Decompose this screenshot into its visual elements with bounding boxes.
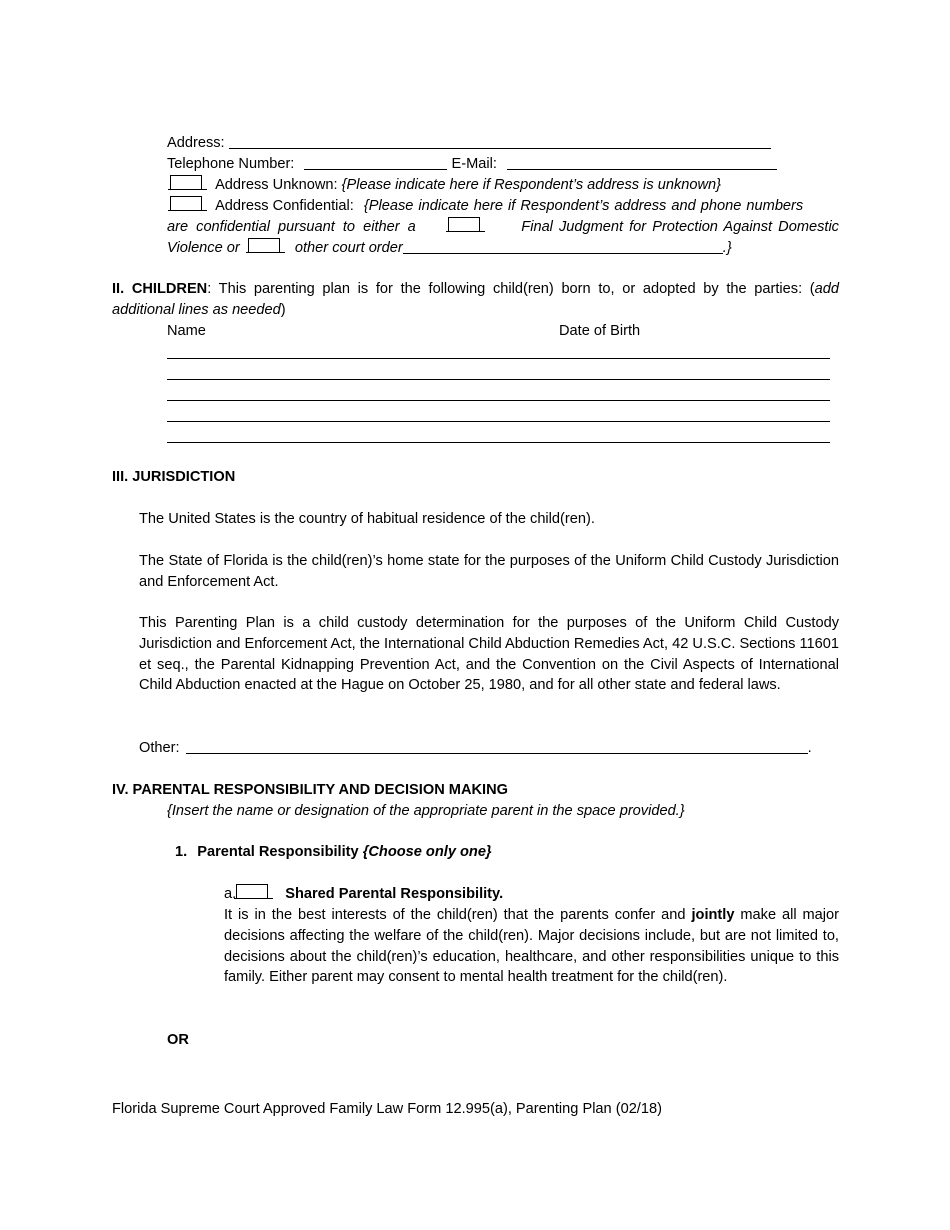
address-confidential-line [167, 196, 839, 217]
confidential-continued-line [167, 217, 839, 238]
address-confidential-note-4: Violence or [167, 240, 240, 256]
jurisdiction-other-label: Other: [139, 740, 180, 756]
child-entry-line-5[interactable] [167, 442, 830, 443]
address-confidential-note-2: are confidential pursuant to either a [167, 219, 416, 235]
item-title: Parental Responsibility [197, 844, 359, 860]
option-a-letter: a. [224, 886, 237, 902]
option-a-title: Shared Parental Responsibility. [285, 886, 504, 902]
final-judgment-checkbox[interactable] [448, 217, 480, 232]
other-court-order-line [167, 238, 732, 259]
telephone-label: Telephone Number: [167, 156, 295, 172]
address-unknown-line [167, 175, 721, 196]
address-unknown-checkbox[interactable] [170, 175, 202, 190]
jurisdiction-para-2: The State of Florida is the child(ren)’s home state for the purposes of the Uniform Child Custody Jurisdiction and Enforcement Act. [139, 553, 839, 590]
item-number: 1. [175, 844, 188, 860]
jurisdiction-para-1: The United States is the country of habitual residence of the child(ren). [139, 511, 595, 527]
telephone-input[interactable] [304, 155, 447, 170]
other-court-order-input[interactable] [403, 239, 723, 254]
shared-responsibility-text [224, 905, 839, 988]
address-label: Address: [167, 135, 225, 151]
option-a-text-1: It is in the best interests of the child(ren) that the parents confer and [224, 907, 686, 923]
address-unknown-note: {Please indicate here if Respondent’s address is unknown} [341, 177, 722, 193]
address-confidential-note-1: {Please indicate here if Respondent’s address and phone numbers [363, 198, 804, 214]
children-intro-close: ) [280, 301, 286, 318]
child-name-header: Name [167, 323, 206, 339]
children-intro-italic: add additional lines as needed [112, 281, 840, 318]
address-confidential-note-6: .} [722, 240, 732, 256]
address-line [167, 133, 771, 154]
address-input[interactable] [229, 134, 771, 149]
jurisdiction-para-3: This Parenting Plan is a child custody determination for the purposes of the Uniform Child Custody Jurisdiction and Enforcement Act, the International Child Abduction Remedies Act, 42 U.S.C. Sections 11601 et seq., the Parental Kidnapping Prevention Act, and the Convention on the Civil Aspects of International Child Abduction enacted at the Hague on October 25, 1980, and for all other state and federal laws. [139, 615, 839, 694]
option-a-bold: jointly [691, 907, 735, 923]
parental-responsibility-heading: IV. PARENTAL RESPONSIBILITY AND DECISION MAKING [112, 782, 508, 798]
children-intro [112, 279, 839, 321]
address-confidential-label: Address Confidential: [215, 198, 354, 214]
child-entry-line-3[interactable] [167, 400, 830, 401]
jurisdiction-heading: III. JURISDICTION [112, 469, 236, 485]
email-input[interactable] [507, 155, 777, 170]
child-entry-line-2[interactable] [167, 379, 830, 380]
child-dob-header: Date of Birth [559, 323, 641, 339]
parental-responsibility-instruction: {Insert the name or designation of the appropriate parent in the space provided.} [167, 803, 685, 819]
email-label: E-Mail: [451, 156, 497, 172]
jurisdiction-other-input[interactable] [186, 739, 808, 754]
option-a-text-2: make all major decisions affecting the welfare of the child(ren). Major decisions include, but are not limited to, decisions about the child(ren)’s education, healthcare, and other responsibilities unique to this family. Either parent may consent to mental health treatment for the child(ren). [224, 907, 840, 986]
shared-responsibility-checkbox[interactable] [236, 884, 268, 899]
shared-responsibility-option [224, 884, 503, 905]
address-confidential-note-5: other court order [294, 240, 403, 256]
jurisdiction-other-end: . [807, 740, 812, 756]
jurisdiction-other-line [139, 738, 812, 759]
children-heading: II. CHILDREN [112, 281, 208, 297]
address-unknown-label: Address Unknown: [215, 177, 338, 193]
or-label: OR [167, 1032, 189, 1048]
address-confidential-note-3: Final Judgment for Protection Against Domestic [521, 219, 839, 235]
child-entry-line-4[interactable] [167, 421, 830, 422]
telephone-email-line [167, 154, 777, 175]
children-intro-text: : This parenting plan is for the following child(ren) born to, or adopted by the parties: ( [207, 281, 815, 297]
parental-responsibility-item [175, 842, 492, 863]
item-choose-note: {Choose only one} [362, 844, 492, 860]
footer-form-id: Florida Supreme Court Approved Family Law Form 12.995(a), Parenting Plan (02/18) [112, 1101, 662, 1117]
other-court-order-checkbox[interactable] [248, 238, 280, 253]
address-confidential-checkbox[interactable] [170, 196, 202, 211]
child-entry-line-1[interactable] [167, 358, 830, 359]
